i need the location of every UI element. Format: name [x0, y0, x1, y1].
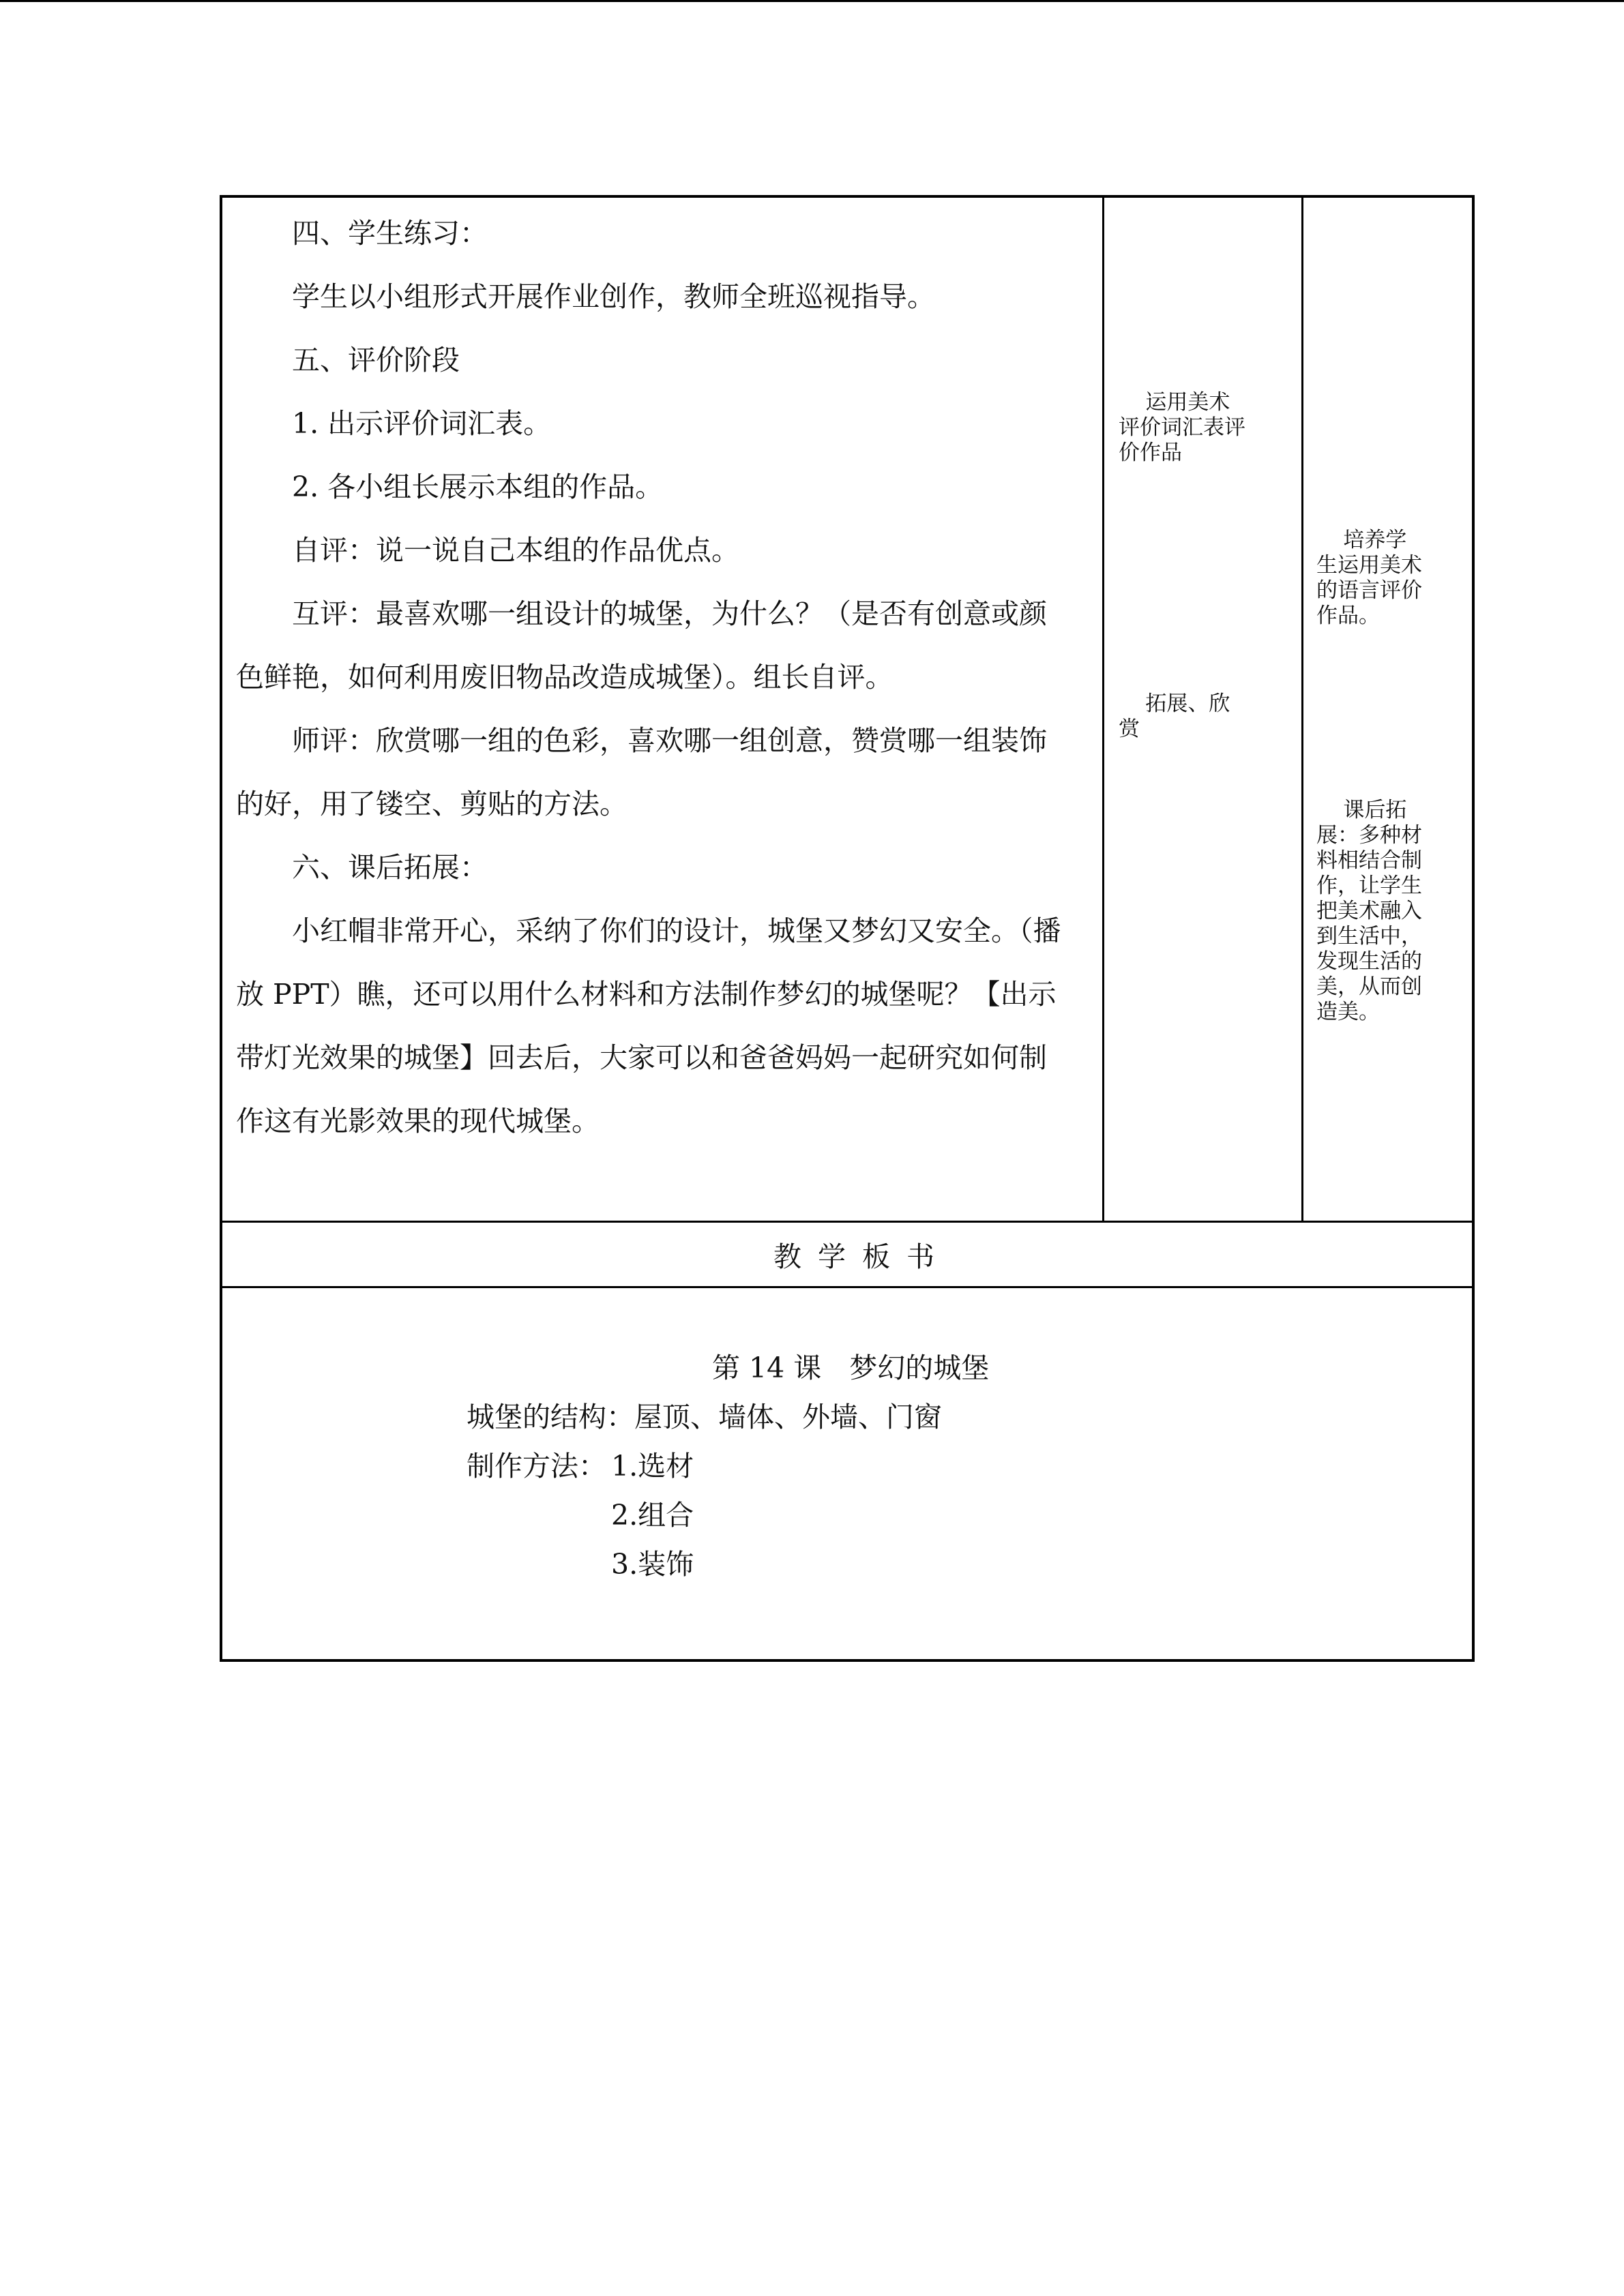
paragraph: 作这有光影效果的现代城堡。	[236, 1105, 600, 1137]
paragraph: 六、课后拓展：	[236, 851, 488, 884]
board-heading: 教学板书	[773, 1240, 951, 1273]
paragraph: 带灯光效果的城堡】回去后，大家可以和爸爸妈妈一起研究如何制	[236, 1041, 1047, 1074]
intent-note: 课后拓 展：多种材 料相结合制 作，让学生 把美术融入 到生活中， 发现生活的 美，从而创 造美。	[1316, 798, 1422, 1024]
column-divider-2	[1301, 198, 1303, 1222]
board-step: 3.装饰	[611, 1548, 694, 1581]
paragraph: 放 PPT）瞧，还可以用什么材料和方法制作梦幻的城堡呢？【出示	[236, 978, 1057, 1011]
method-note: 拓展、欣 赏	[1119, 691, 1230, 741]
paragraph: 色鲜艳，如何利用废旧物品改造成城堡）。组长自评。	[236, 661, 894, 694]
paragraph: 小红帽非常开心，采纳了你们的设计，城堡又梦幻又安全。（播	[236, 914, 1061, 947]
paragraph: 2. 各小组长展示本组的作品。	[236, 471, 664, 503]
paragraph: 1. 出示评价词汇表。	[236, 407, 552, 440]
board-method-label: 制作方法：	[467, 1450, 606, 1482]
paragraph: 的好，用了镂空、剪贴的方法。	[236, 788, 628, 820]
board-structure: 城堡的结构：屋顶、墙体、外墙、门窗	[467, 1401, 942, 1433]
lesson-plan-table	[220, 195, 1475, 1662]
paragraph: 四、学生练习：	[236, 217, 488, 250]
intent-note: 培养学 生运用美术 的语言评价 作品。	[1316, 528, 1422, 628]
board-title: 第 14 课 梦幻的城堡	[712, 1352, 990, 1384]
paragraph: 师评：欣赏哪一组的色彩，喜欢哪一组创意，赞赏哪一组装饰	[236, 724, 1047, 757]
method-note: 运用美术 评价词汇表评 价作品	[1119, 390, 1245, 465]
board-step: 2.组合	[611, 1499, 694, 1532]
row-divider-heading-bottom	[222, 1286, 1472, 1288]
column-divider-1	[1102, 198, 1104, 1222]
paragraph: 互评：最喜欢哪一组设计的城堡，为什么？（是否有创意或颜	[236, 597, 1047, 630]
row-divider-heading-top	[222, 1221, 1472, 1223]
board-step: 1.选材	[611, 1450, 694, 1482]
paragraph: 自评：说一说自己本组的作品优点。	[236, 534, 739, 567]
paragraph: 五、评价阶段	[236, 344, 460, 376]
paragraph: 学生以小组形式开展作业创作，教师全班巡视指导。	[236, 280, 935, 313]
